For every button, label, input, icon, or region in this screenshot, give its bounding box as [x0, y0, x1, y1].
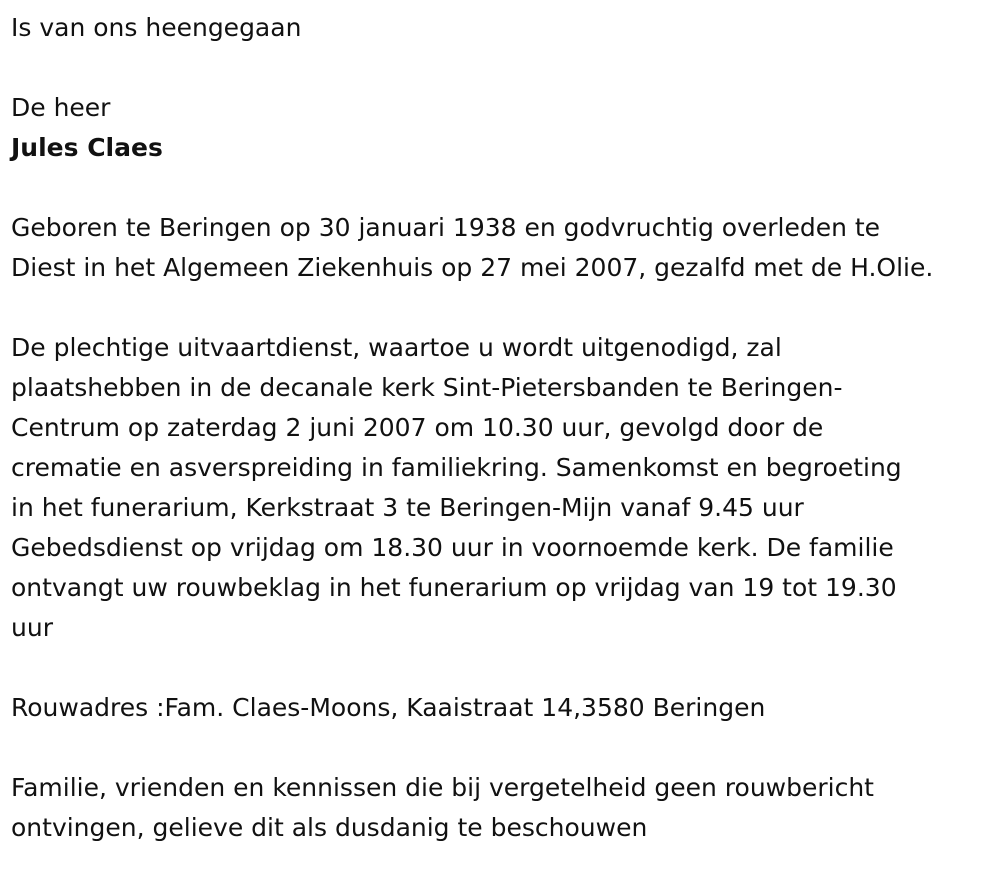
paragraph-line: in het funerarium, Kerkstraat 3 te Beringen-Mijn vanaf 9.45 uur	[11, 493, 804, 522]
paragraph-line: Centrum op zaterdag 2 juni 2007 om 10.30 uur, gevolgd door de	[11, 413, 824, 442]
spacer	[11, 168, 1000, 208]
intro-text: Is van ons heengegaan	[11, 13, 302, 42]
deceased-name: Jules Claes	[11, 133, 163, 162]
spacer	[11, 648, 1000, 688]
closing-paragraph	[11, 768, 1000, 848]
birth-death-paragraph	[11, 208, 1000, 288]
salutation-text: De heer	[11, 93, 111, 122]
paragraph-line: Familie, vrienden en kennissen die bij vergetelheid geen rouwbericht	[11, 773, 874, 802]
paragraph-line: ontvangt uw rouwbeklag in het funerarium op vrijdag van 19 tot 19.30	[11, 573, 897, 602]
paragraph-line: Diest in het Algemeen Ziekenhuis op 27 mei 2007, gezalfd met de H.Olie.	[11, 253, 934, 282]
paragraph-line: Gebedsdienst op vrijdag om 18.30 uur in voornoemde kerk. De familie	[11, 533, 894, 562]
paragraph-line: uur	[11, 613, 53, 642]
spacer	[11, 288, 1000, 328]
mourning-address: Rouwadres :Fam. Claes-Moons, Kaaistraat 14,3580 Beringen	[11, 693, 766, 722]
paragraph-line: De plechtige uitvaartdienst, waartoe u wordt uitgenodigd, zal	[11, 333, 782, 362]
spacer	[11, 728, 1000, 768]
paragraph-line: Geboren te Beringen op 30 januari 1938 en godvruchtig overleden te	[11, 213, 881, 242]
paragraph-line: ontvingen, gelieve dit als dusdanig te beschouwen	[11, 813, 648, 842]
paragraph-line: plaatshebben in de decanale kerk Sint-Pietersbanden te Beringen-	[11, 373, 843, 402]
service-paragraph	[11, 328, 1000, 648]
paragraph-line: crematie en asverspreiding in familiekring. Samenkomst en begroeting	[11, 453, 902, 482]
spacer	[11, 48, 1000, 88]
